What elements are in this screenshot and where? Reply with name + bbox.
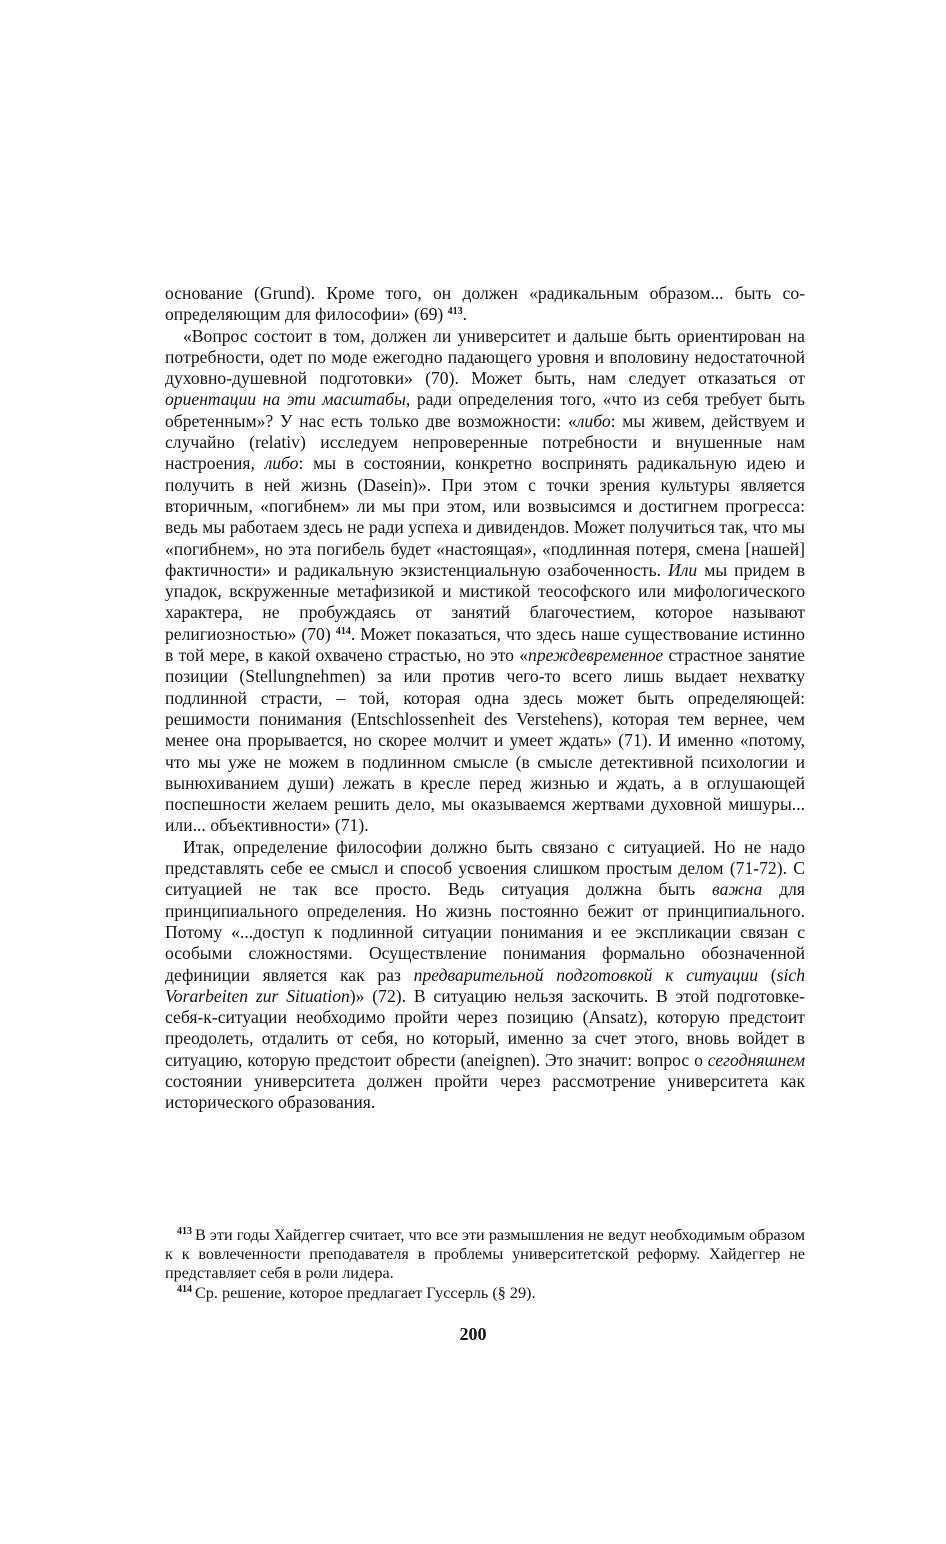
paragraph-3-text-2: для принципиального определения. Но жизнь постоянно бежит от принципиального. Потому «...доступ к подлинной ситуации понимания и ее экспликации связан с особыми сложностями. Осуществление понимания формально обозначенной дефиниции является как раз [165, 879, 805, 985]
paragraph-2-italic-1: ориентации на эти масштабы [165, 389, 406, 410]
paragraph-3-italic-4: сегодняшнем [707, 1049, 805, 1070]
paragraph-3 [165, 837, 805, 1114]
footnote-414-number: 414 [177, 1283, 192, 1295]
paragraph-1-text: основание (Grund). Кроме того, он должен «радикальным образом... быть со-определяющим для философии» (69) [165, 283, 805, 325]
paragraph-3-italic-3: sich Vorarbeiten zur Situation [165, 964, 806, 1006]
paragraph-2-text-1: «Вопрос состоит в том, должен ли университет и дальше быть ориентирован на потребности, одет по моде ежегодно падающего уровня и вполовину недостаточной духовно-душевной подготовки» (70). Может быть, нам следует отказаться от [165, 325, 805, 389]
paragraph-3-italic-2: предварительной подготовкой к ситуации [413, 964, 759, 985]
paragraph-1 [165, 283, 805, 326]
paragraph-3-text-3: ( [758, 964, 777, 985]
footnote-ref-414: 414 [335, 625, 351, 637]
paragraph-2-text-3: : мы живем, действуем и случайно (relativ) исследуем непроверенные потребности и внушенные нам настроения, [165, 410, 805, 474]
footnote-413-text: В эти годы Хайдеггер считает, что все эти размышления не ведут необходимым образом к к вовлеченности преподавателя в проблемы университетской реформу. Хайдеггер не представляет себя в роли лидера. [165, 1226, 805, 1283]
footnote-413-number: 413 [177, 1226, 192, 1237]
footnote-414 [165, 1284, 805, 1303]
paragraph-1-end: . [462, 304, 468, 325]
footnote-413 [165, 1226, 805, 1284]
paragraph-3-text-4: )» (72). В ситуацию нельзя заскочить. В этой подготовке-себя-к-ситуации необходимо пройти через позицию (Ansatz), которую предстоит преодолеть, отдалить от себя, но который, именно за счет этого, вновь войдет в ситуацию, которую предстоит обрести (aneignen). Это значит: вопрос о [165, 985, 805, 1070]
paragraph-2-italic-3: либо [264, 453, 299, 474]
paragraph-2-italic-2: либо [576, 410, 611, 431]
paragraph-2-text-4: : мы в состоянии, конкретно воспринять радикальную идею и получить в ней жизнь (Dasein)». При этом с точки зрения культуры является вторичным, «погибнем» ли мы при этом, или возвысимся и достигнем прогресса: ведь мы работаем здесь не ради успеха и дивидендов. Может получиться так, что мы «погибнем», но эта погибель будет «настоящая», «подлинная потеря, смена [нашей] фактичности» и радикальную экзистенциальную озабоченность. [165, 453, 805, 580]
page-number: 200 [459, 1324, 487, 1344]
paragraph-3-text-5: состоянии университета должен пройти через рассмотрение университета как исторического образования. [165, 1070, 805, 1113]
footnote-414-text: Ср. решение, которое предлагает Гуссерль (§ 29). [195, 1283, 536, 1302]
paragraph-2-italic-5: преждевременное [528, 645, 664, 666]
paragraph-2-italic-4: Или [668, 559, 698, 580]
paragraph-3-text-1: Итак, определение философии должно быть связано с ситуацией. Но не надо представлять себе ее смысл и способ усвоения слишком простым делом (71-72). С ситуацией не так все просто. Ведь ситуация должна быть [165, 836, 805, 900]
paragraph-3-italic-1: важна [712, 879, 763, 900]
paragraph-2-text-7: страстное занятие позиции (Stellungnehmen) за или против чего-то всего лишь выдает нехватку подлинной страсти, – той, которая одна здесь может быть определяющей: решимости понимания (Entschlossenheit des Verstehens), которая тем вернее, чем менее она прорывается, но скорее молчит и умеет ждать» (71). И именно «потому, что мы уже не можем в подлинном смысле (в смысле детективной психологии и вынюхиванием души) лежать в кресле перед жизнью и ждать, а в оглушающей поспешности желаем решить дело, мы оказываемся жертвами духовной мишуры... или... объективности» (71). [165, 645, 805, 836]
footnotes [165, 1226, 805, 1303]
paragraph-2-text-6: . Может показаться, что здесь наше существование истинно в той мере, в какой охвачено страстью, но это « [165, 623, 805, 666]
main-text [165, 283, 805, 1114]
paragraph-2-text-2: , ради определения того, «что из себя требует быть обретенным»? У нас есть только две возможности: « [165, 389, 805, 431]
footnote-ref-413: 413 [447, 306, 463, 318]
paragraph-2-text-5: мы придем в упадок, вскруженные метафизикой и мистикой теософского или мифологического характера, не пробуждаясь от занятий благочестием, которое называют религиозностью» (70) [165, 559, 805, 644]
paragraph-2 [165, 326, 805, 837]
